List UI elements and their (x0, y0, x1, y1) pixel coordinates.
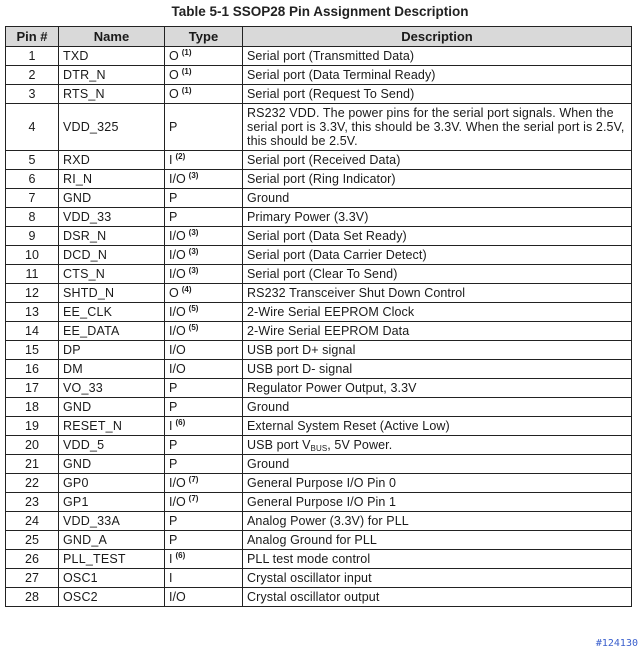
pin-type-cell (165, 417, 243, 436)
table-row (6, 303, 632, 322)
pin-type-cell (165, 104, 243, 151)
pin-type-cell (165, 170, 243, 189)
pin-type-cell (165, 531, 243, 550)
image-id-watermark: #124130 (595, 638, 638, 649)
footnote-marker: (7) (188, 475, 199, 484)
pin-name-cell: EE_DATA (59, 322, 165, 341)
pin-name-cell: DM (59, 360, 165, 379)
pin-description-cell (243, 436, 632, 455)
pin-name-cell: OSC2 (59, 588, 165, 607)
footnote-marker: (5) (188, 304, 199, 313)
pin-type-cell (165, 550, 243, 569)
footnote-marker: (6) (175, 551, 186, 560)
footnote-marker: (1) (181, 67, 192, 76)
pin-description-cell: 2-Wire Serial EEPROM Clock (243, 303, 632, 322)
column-header-description: Description (243, 27, 632, 47)
pin-type-value: I/O (169, 476, 186, 490)
pin-description-cell: Crystal oscillator input (243, 569, 632, 588)
pin-number-cell: 22 (6, 474, 59, 493)
pin-name-cell: VDD_33 (59, 208, 165, 227)
pin-name-cell: GND (59, 398, 165, 417)
footnote-marker: (6) (175, 418, 186, 427)
pin-type-cell (165, 436, 243, 455)
pin-type-value: I/O (169, 343, 186, 357)
pin-name-cell: RI_N (59, 170, 165, 189)
pin-assignment-table (5, 26, 632, 607)
pin-type-value: O (169, 87, 179, 101)
pin-type-value: I/O (169, 305, 186, 319)
table-row (6, 284, 632, 303)
pin-number-cell: 2 (6, 66, 59, 85)
pin-name-cell: SHTD_N (59, 284, 165, 303)
pin-description-cell: Serial port (Data Set Ready) (243, 227, 632, 246)
footnote-marker: (7) (188, 494, 199, 503)
pin-description-cell: Serial port (Transmitted Data) (243, 47, 632, 66)
pin-name-cell: GND (59, 189, 165, 208)
pin-type-value: I/O (169, 229, 186, 243)
pin-number-cell: 6 (6, 170, 59, 189)
pin-type-value: P (169, 514, 178, 528)
pin-type-cell (165, 322, 243, 341)
pin-name-cell: GND_A (59, 531, 165, 550)
pin-description-cell: USB port D+ signal (243, 341, 632, 360)
pin-number-cell: 1 (6, 47, 59, 66)
pin-description-cell: Serial port (Ring Indicator) (243, 170, 632, 189)
table-row (6, 151, 632, 170)
footnote-marker: (4) (181, 285, 192, 294)
pin-number-cell: 14 (6, 322, 59, 341)
footnote-marker: (3) (188, 247, 199, 256)
pin-number-cell: 7 (6, 189, 59, 208)
table-row (6, 550, 632, 569)
pin-type-cell (165, 303, 243, 322)
table-row (6, 104, 632, 151)
table-row (6, 455, 632, 474)
footnote-marker: (5) (188, 323, 199, 332)
pin-name-cell: PLL_TEST (59, 550, 165, 569)
pin-name-cell: DCD_N (59, 246, 165, 265)
pin-type-cell (165, 379, 243, 398)
column-header-name: Name (59, 27, 165, 47)
pin-name-cell: GP0 (59, 474, 165, 493)
pin-description-cell: Crystal oscillator output (243, 588, 632, 607)
pin-number-cell: 3 (6, 85, 59, 104)
footnote-marker: (2) (175, 152, 186, 161)
pin-type-cell (165, 47, 243, 66)
pin-name-cell: GND (59, 455, 165, 474)
table-row (6, 588, 632, 607)
pin-description-cell: Serial port (Data Carrier Detect) (243, 246, 632, 265)
pin-type-value: O (169, 49, 179, 63)
pin-description-cell: External System Reset (Active Low) (243, 417, 632, 436)
pin-name-cell: VDD_33A (59, 512, 165, 531)
table-body (6, 47, 632, 607)
table-row (6, 398, 632, 417)
pin-number-cell: 19 (6, 417, 59, 436)
pin-name-cell: VDD_5 (59, 436, 165, 455)
pin-description-cell: 2-Wire Serial EEPROM Data (243, 322, 632, 341)
pin-number-cell: 23 (6, 493, 59, 512)
table-row (6, 569, 632, 588)
pin-type-value: P (169, 191, 178, 205)
table-row (6, 531, 632, 550)
pin-description-cell: Serial port (Received Data) (243, 151, 632, 170)
pin-type-cell (165, 284, 243, 303)
pin-number-cell: 24 (6, 512, 59, 531)
pin-description-cell: USB port D- signal (243, 360, 632, 379)
pin-number-cell: 5 (6, 151, 59, 170)
pin-type-value: P (169, 457, 178, 471)
pin-type-value: I/O (169, 248, 186, 262)
table-row (6, 360, 632, 379)
table-row (6, 66, 632, 85)
pin-description-cell: Serial port (Data Terminal Ready) (243, 66, 632, 85)
pin-type-cell (165, 189, 243, 208)
pin-number-cell: 17 (6, 379, 59, 398)
table-row (6, 512, 632, 531)
pin-type-value: O (169, 68, 179, 82)
pin-name-cell: VO_33 (59, 379, 165, 398)
pin-type-cell (165, 246, 243, 265)
pin-name-cell: GP1 (59, 493, 165, 512)
pin-name-cell: DP (59, 341, 165, 360)
pin-name-cell: RTS_N (59, 85, 165, 104)
pin-number-cell: 13 (6, 303, 59, 322)
table-row (6, 341, 632, 360)
footnote-marker: (1) (181, 48, 192, 57)
pin-type-value: I/O (169, 267, 186, 281)
pin-type-value: I (169, 571, 173, 585)
pin-number-cell: 15 (6, 341, 59, 360)
pin-description-cell: Serial port (Clear To Send) (243, 265, 632, 284)
pin-type-cell (165, 85, 243, 104)
pin-description-cell: Regulator Power Output, 3.3V (243, 379, 632, 398)
pin-type-cell (165, 265, 243, 284)
pin-type-value: O (169, 286, 179, 300)
pin-description-cell: Ground (243, 189, 632, 208)
table-row (6, 322, 632, 341)
pin-type-value: I/O (169, 172, 186, 186)
table-row (6, 189, 632, 208)
footnote-marker: (3) (188, 171, 199, 180)
pin-number-cell: 11 (6, 265, 59, 284)
pin-type-value: I/O (169, 362, 186, 376)
pin-description-cell: Analog Power (3.3V) for PLL (243, 512, 632, 531)
pin-description-cell: RS232 VDD. The power pins for the serial port signals. When the serial port is 3.3V, this should be 3.3V. When the serial port is 2.5V, this should be 2.5V. (243, 104, 632, 151)
table-header-row (6, 27, 632, 47)
column-header-pin: Pin # (6, 27, 59, 47)
pin-number-cell: 26 (6, 550, 59, 569)
footnote-marker: (3) (188, 266, 199, 275)
pin-type-cell (165, 227, 243, 246)
pin-name-cell: DTR_N (59, 66, 165, 85)
pin-type-cell (165, 588, 243, 607)
pin-type-value: I/O (169, 324, 186, 338)
pin-description-cell: General Purpose I/O Pin 1 (243, 493, 632, 512)
pin-type-cell (165, 398, 243, 417)
description-text: USB port V (247, 438, 311, 452)
pin-type-value: P (169, 381, 178, 395)
pin-description-cell: PLL test mode control (243, 550, 632, 569)
pin-name-cell: RXD (59, 151, 165, 170)
pin-type-cell (165, 493, 243, 512)
pin-number-cell: 8 (6, 208, 59, 227)
pin-description-cell: Ground (243, 398, 632, 417)
table-row (6, 227, 632, 246)
pin-name-cell: RESET_N (59, 417, 165, 436)
column-header-type: Type (165, 27, 243, 47)
footnote-marker: (1) (181, 86, 192, 95)
table-row (6, 436, 632, 455)
pin-name-cell: OSC1 (59, 569, 165, 588)
pin-type-value: P (169, 438, 178, 452)
table-row (6, 170, 632, 189)
table-row (6, 85, 632, 104)
pin-number-cell: 18 (6, 398, 59, 417)
pin-number-cell: 28 (6, 588, 59, 607)
table-row (6, 208, 632, 227)
pin-number-cell: 9 (6, 227, 59, 246)
pin-number-cell: 16 (6, 360, 59, 379)
pin-description-cell: Analog Ground for PLL (243, 531, 632, 550)
pin-type-value: P (169, 533, 178, 547)
pin-type-value: I (169, 419, 173, 433)
pin-type-cell (165, 208, 243, 227)
table-row (6, 379, 632, 398)
pin-number-cell: 4 (6, 104, 59, 151)
table-caption: Table 5-1 SSOP28 Pin Assignment Description (171, 4, 469, 19)
pin-name-cell: DSR_N (59, 227, 165, 246)
pin-number-cell: 10 (6, 246, 59, 265)
pin-number-cell: 12 (6, 284, 59, 303)
pin-type-value: I (169, 552, 173, 566)
pin-number-cell: 25 (6, 531, 59, 550)
pin-number-cell: 20 (6, 436, 59, 455)
pin-description-cell: General Purpose I/O Pin 0 (243, 474, 632, 493)
pin-type-value: I (169, 153, 173, 167)
pin-number-cell: 27 (6, 569, 59, 588)
pin-type-cell (165, 569, 243, 588)
pin-description-cell: Primary Power (3.3V) (243, 208, 632, 227)
pin-type-cell (165, 474, 243, 493)
pin-number-cell: 21 (6, 455, 59, 474)
pin-description-cell: Ground (243, 455, 632, 474)
table-row (6, 493, 632, 512)
pin-name-cell: CTS_N (59, 265, 165, 284)
pin-type-value: P (169, 210, 178, 224)
pin-name-cell: VDD_325 (59, 104, 165, 151)
table-row (6, 246, 632, 265)
table-row (6, 47, 632, 66)
pin-type-cell (165, 341, 243, 360)
pin-type-value: P (169, 120, 178, 134)
pin-type-value: I/O (169, 590, 186, 604)
pin-type-cell (165, 360, 243, 379)
pin-description-cell: Serial port (Request To Send) (243, 85, 632, 104)
pin-type-cell (165, 151, 243, 170)
pin-type-cell (165, 455, 243, 474)
pin-type-cell (165, 66, 243, 85)
pin-name-cell: EE_CLK (59, 303, 165, 322)
subscript-text: BUS (310, 444, 328, 453)
table-row (6, 474, 632, 493)
pin-type-value: I/O (169, 495, 186, 509)
footnote-marker: (3) (188, 228, 199, 237)
pin-type-value: P (169, 400, 178, 414)
table-row (6, 417, 632, 436)
table-row (6, 265, 632, 284)
pin-name-cell: TXD (59, 47, 165, 66)
description-text: , 5V Power. (327, 438, 393, 452)
pin-description-cell: RS232 Transceiver Shut Down Control (243, 284, 632, 303)
pin-type-cell (165, 512, 243, 531)
